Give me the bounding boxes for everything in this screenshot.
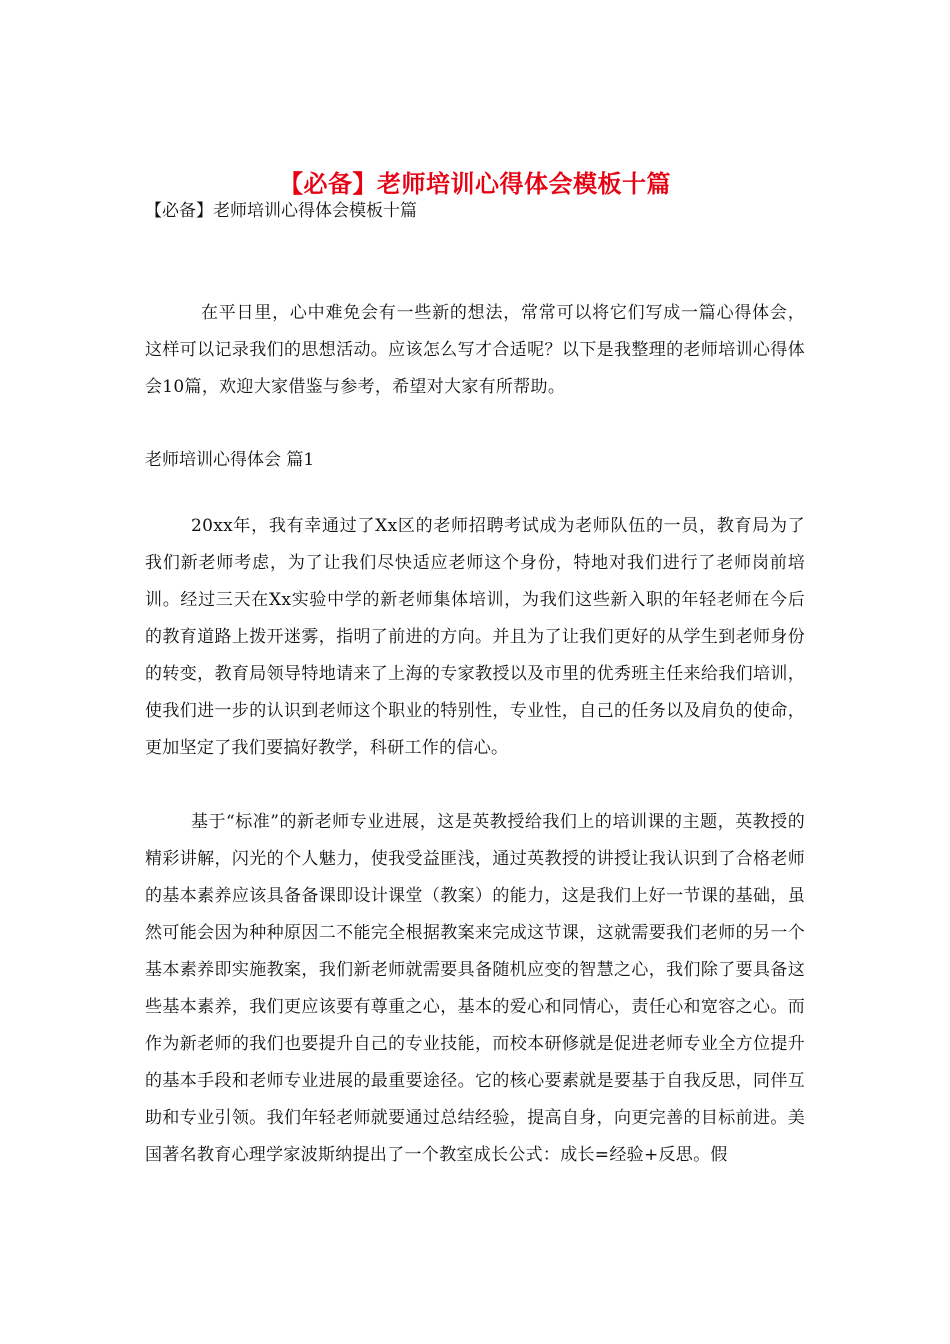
- section-heading: 老师培训心得体会 篇1: [145, 450, 315, 470]
- intro-paragraph: 在平日里，心中难免会有一些新的想法，常常可以将它们写成一篇心得体会，这样可以记录我们的思想活动。应该怎么写才合适呢？以下是我整理的老师培训心得体会10篇，欢迎大家借鉴与参考，希望对大家有所帮助。: [145, 303, 805, 397]
- document-title: 【必备】老师培训心得体会模板十篇: [279, 170, 671, 199]
- body-paragraph-1: 20xx年，我有幸通过了Xx区的老师招聘考试成为老师队伍的一员，教育局为了我们新老师考虑，为了让我们尽快适应老师这个身份，特地对我们进行了老师岗前培训。经过三天在Xx实验中学的新老师集体培训，为我们这些新入职的年轻老师在今后的教育道路上拨开迷雾，指明了前进的方向。并且为了让我们更好的从学生到老师身份的转变，教育局领导特地请来了上海的专家教授以及市里的优秀班主任来给我们培训，使我们进一步的认识到老师这个职业的特别性，专业性，自己的任务以及肩负的使命，更加坚定了我们要搞好教学，科研工作的信心。: [145, 516, 805, 758]
- body-paragraph-2: 基于“标准”的新老师专业进展，这是英教授给我们上的培训课的主题，英教授的精彩讲解，闪光的个人魅力，使我受益匪浅，通过英教授的讲授让我认识到了合格老师的基本素养应该具备备课即设计课堂（教案）的能力，这是我们上好一节课的基础，虽然可能会因为种种原因二不能完全根据教案来完成这节课，这就需要我们老师的另一个基本素养即实施教案，我们新老师就需要具备随机应变的智慧之心，我们除了要具备这些基本素养，我们更应该要有尊重之心，基本的爱心和同情心，责任心和宽容之心。而作为新老师的我们也要提升自己的专业技能，而校本研修就是促进老师专业全方位提升的基本手段和老师专业进展的最重要途径。它的核心要素就是要基于自我反思，同伴互助和专业引领。我们年轻老师就要通过总结经验，提高自身，向更完善的目标前进。美国著名教育心理学家波斯纳提出了一个教室成长公式：成长=经验+反思。假: [145, 812, 805, 1165]
- document-subtitle: 【必备】老师培训心得体会模板十篇: [145, 201, 417, 221]
